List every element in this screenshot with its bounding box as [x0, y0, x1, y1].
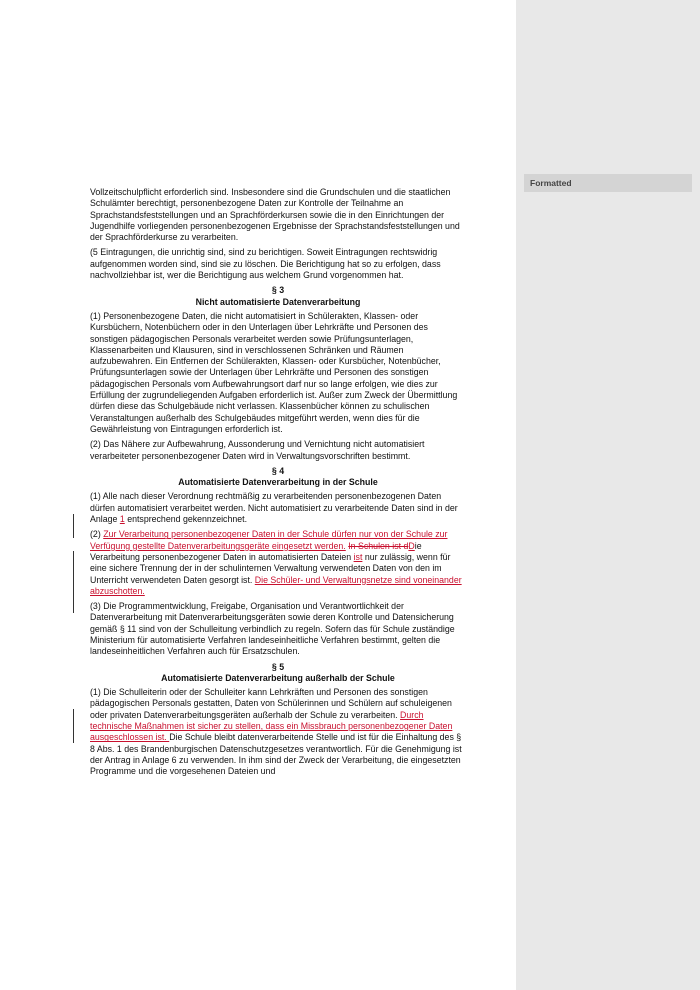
- paragraph: [90, 601, 466, 657]
- document-body: [90, 187, 466, 782]
- tracked-insertion: Die Schüler- und Verwaltungsnetze sind voneinander abzuschotten.: [90, 574, 462, 596]
- paragraph-text: nur zulässig, wenn für eine sichere Trennung der in der schulinternen Verwaltung verwendeten Daten von den im Unterricht verwendeten Daten gesorgt ist.: [90, 551, 451, 585]
- paragraph-text: (3) Die Programmentwicklung, Freigabe, Organisation und Verantwortlichkeit der Datenverarbeitung mit Datenverarbeitungsgeräten sowie deren Kontrolle und Datensicherung gemäß § 11 sind von der Schulleitung verbindlich zu regeln. Sofern das für Schule zuständige Ministerium für automatisierte Verfahren landeseinheitliche Verfahren bestimmt, gelten die landeseinheitlichen Verfahren auch für Ersatzschulen.: [90, 601, 455, 657]
- change-bar: [73, 551, 74, 613]
- paragraph-text: ie Verarbeitung personenbezogener Daten in automatisierten Dateien: [90, 540, 422, 562]
- paragraph-text: entsprechend gekennzeichnet.: [124, 514, 248, 525]
- change-bar: [73, 514, 74, 538]
- section-number: § 5: [271, 661, 285, 672]
- paragraph: [90, 529, 466, 597]
- paragraph-text: (2): [90, 529, 104, 540]
- section-title: Nicht automatisierte Datenverarbeitung: [195, 296, 361, 307]
- tracked-insertion: D: [408, 540, 415, 551]
- formatted-comment-balloon[interactable]: Formatted: [524, 174, 692, 192]
- paragraph: [90, 311, 466, 435]
- section-title: Automatisierte Datenverarbeitung außerhalb der Schule: [161, 672, 395, 683]
- paragraph: [90, 687, 466, 777]
- section-title: Automatisierte Datenverarbeitung in der Schule: [178, 477, 378, 488]
- section-number: § 3: [271, 285, 285, 296]
- paragraph-text: (1) Alle nach dieser Verordnung rechtmäßig zu verarbeitenden personenbezogenen Daten dürfen automatisiert verarbeitet werden. Nicht automatisiert zu verarbeitende Daten sind in der Anlage: [90, 491, 458, 525]
- tracked-insertion: ist: [353, 551, 363, 562]
- paragraph: [90, 491, 466, 525]
- paragraph: [90, 439, 466, 462]
- paragraph: [90, 187, 466, 243]
- tracked-insertion: 1: [119, 514, 125, 525]
- paragraph-text: Vollzeitschulpflicht erforderlich sind. Insbesondere sind die Grundschulen und die staatlichen Schulämter berechtigt, personenbezogene Daten zur Kontrolle der Teilnahme an Sprachstandsfeststellungen und an Sprachförderkursen sowie die in den Einrichtungen der Jugendhilfe vorliegenden personenbezogenen Ergebnisse der Sprachstandsfeststellungen und der Sprachförderkurse zu verarbeiten.: [90, 187, 460, 243]
- paragraph-text: (2) Das Nähere zur Aufbewahrung, Aussonderung und Vernichtung nicht automatisiert verarbeiteter personenbezogener Daten wird in Verwaltungsvorschriften bestimmt.: [90, 439, 425, 461]
- paragraph-text: (1) Die Schulleiterin oder der Schulleiter kann Lehrkräften und Personen des sonstigen pädagogischen Personals gestatten, Daten von Schülerinnen und Schülern auf schuleigenen oder privaten Datenverarbeitungsgeräten außerhalb der Schule zu verarbeiten.: [90, 687, 452, 720]
- tracked-insertion: Durch technische Maßnahmen ist sicher zu stellen, dass ein Missbrauch personenbezogener Daten ausgeschlossen ist.: [90, 709, 453, 743]
- paragraph-text: Die Schule bleibt datenverarbeitende Stelle und ist für die Einhaltung des § 8 Abs. 1 des Brandenburgischen Datenschutzgesetzes verantwortlich. Für die Genehmigung ist der Antrag in Anlage 6 zu verwenden. In ihm sind der Zweck der Verarbeitung, die eingesetzten Programme und die vorgesehenen Dateien und: [90, 732, 462, 777]
- paragraph: [90, 247, 466, 281]
- tracked-deletion: In Schulen ist d: [348, 540, 409, 551]
- change-bar: [73, 709, 74, 743]
- paragraph-text: (1) Personenbezogene Daten, die nicht automatisiert in Schülerakten, Klassen- oder Kursbüchern, Notenbüchern oder in den Unterlagen über Lehrkräfte und Personen des sonstigen pädagogischen Personals verarbeitet werden sowie Prüfungsunterlagen, Klassenarbeiten und Klausuren, sind in verschlossenen Schränken und Räumen aufzubewahren. Ein Entfernen der Schülerakten, Klassen- oder Kursbücher, Notenbücher, Prüfungsunterlagen sowie der Unterlagen über Lehrkräfte und Personen des sonstigen pädagogischen Personals vom Aufbewahrungsort darf nur so lange erfolgen, wie dies zur Erfüllung der zugrundeliegenden Aufgaben erforderlich ist. Außer zum Zweck der Übermittlung dürfen diese das Schulgebäude nicht verlassen. Klassenbücher können zu schulischen Veranstaltungen außerhalb des Schulgebäudes mitgeführt werden, wenn dies für die Gewährleistung von Eintragungen erforderlich ist.: [90, 310, 458, 434]
- comment-pane: [516, 0, 700, 990]
- tracked-insertion: Zur Verarbeitung personenbezogener Daten in der Schule dürfen nur von der Schule zur Verfügung gestellte Datenverarbeitungsgeräte eingesetzt werden.: [90, 529, 448, 551]
- paragraph-text: (5 Eintragungen, die unrichtig sind, sind zu berichtigen. Soweit Eintragungen rechtswidrig aufgenommen worden sind, sind sie zu löschen. Die Berichtigung hat so zu erfolgen, dass nachvollziehbar ist, wer die Berichtigung aus welchem Grund vorgenommen hat.: [90, 247, 441, 281]
- section-number: § 4: [271, 465, 285, 476]
